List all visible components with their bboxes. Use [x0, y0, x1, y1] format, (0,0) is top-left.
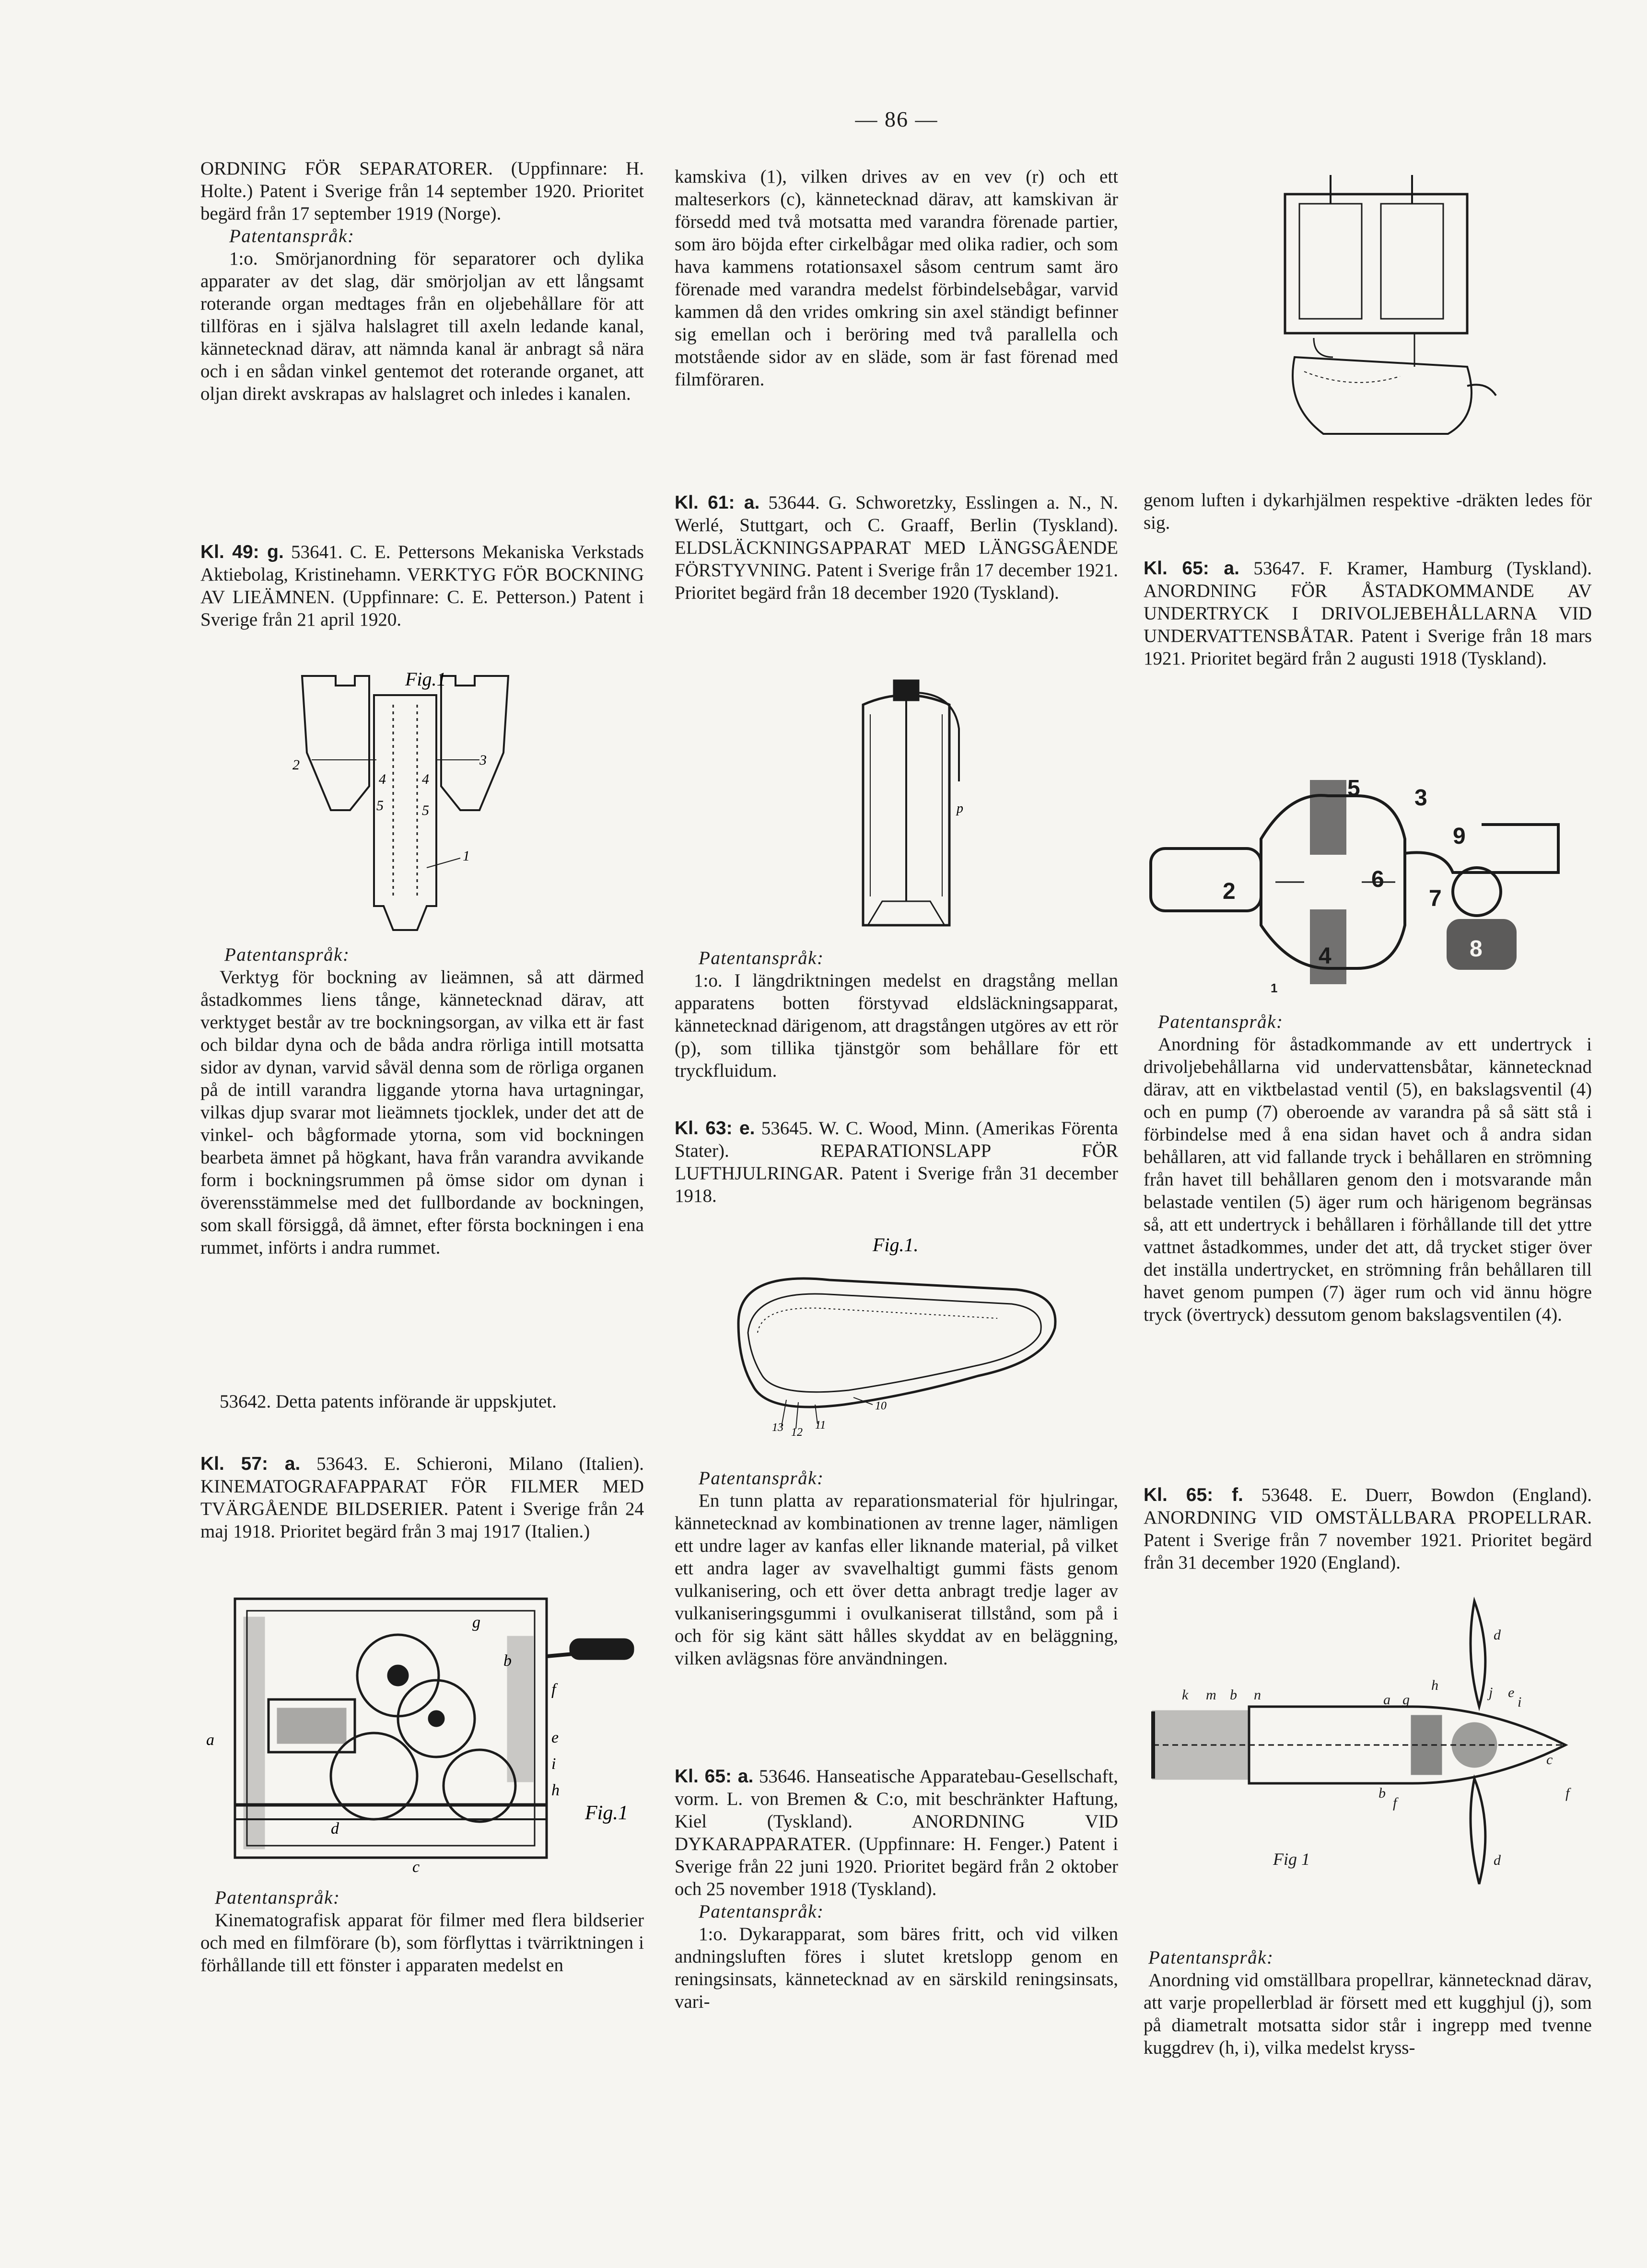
repair-patch-figure [710, 1232, 1084, 1438]
fig-label: 4 [379, 771, 386, 787]
col1-entry2-claims [200, 943, 644, 1259]
undertryck-figure [1146, 767, 1587, 997]
col3-entry3-claims [1144, 1946, 1592, 2059]
fig-label: 3 [479, 752, 487, 768]
col3-entry1-cont [1144, 489, 1592, 534]
claims-heading: Patentanspråk: [229, 226, 355, 246]
propeller-drawing [1144, 1596, 1592, 1942]
kinematograph-figure [206, 1580, 645, 1877]
fig-title: Fig.1 [405, 668, 446, 690]
extinguisher-figure [844, 666, 969, 935]
claim-text: Anordning vid omställbara propellrar, kännetecknad därav, att varje propellerblad är försett med ett kugghjul (j), som på diametralt motsatta sidor står i ingrepp med tvenne kuggdrev (h, i), vilka medelst kryss- [1144, 1970, 1592, 2058]
fig-label: i [551, 1755, 556, 1773]
col2-entry4 [675, 1765, 1118, 2013]
col1-entry1 [200, 157, 644, 405]
fig-label: 1 [1271, 981, 1278, 995]
fig-label: b [1230, 1687, 1237, 1703]
fig-label: e [551, 1729, 559, 1746]
claims-heading: Patentanspråk: [699, 1901, 824, 1922]
claim-text: En tunn platta av reparationsmaterial för hjulringar, kännetecknad av kombinationen av trenne lager, nämligen ett undre lager av kanfas eller liknande material, på vilket ett andra lager av svavelhaltigt gummi fästs genom vulkanisering, och ett över detta anbragt tredje lager av vulkaniseringsgummi i ovulkaniserat tillstånd, som på i och för sig känt sätt hålles skyddat av en beläggning, vilken avlägsnas före användningen. [675, 1490, 1118, 1669]
entry-text: 53642. Detta patents införande är uppskjutet. [220, 1391, 557, 1412]
fig-label: h [551, 1781, 560, 1799]
col3-entry2-claims [1144, 1011, 1592, 1326]
claim-text: 1:o. Dykarapparat, som bäres fritt, och vid vilken andningsluften föres i slutet kretslopp genom en reningsinsats, kännetecknad av en särskild reningsinsats, vari- [675, 1924, 1118, 2012]
entry-text: 53644. G. Schworetzky, Esslingen a. N., N. Werlé, Stuttgart, och C. Graaff, Berlin (Tyskland). ELDSLÄCKNINGSAPPARAT MED LÄNGSGÅENDE FÖRSTYVNING. Patent i Sverige från 17 december 1921. Prioritet begärd från 18 december 1920 (Tyskland). [675, 492, 1119, 603]
fig-label: g [1402, 1692, 1410, 1708]
fig-label: f [551, 1681, 556, 1698]
fig-label: 12 [791, 1426, 803, 1438]
claim-text: Anordning för åstadkommande av ett undertryck i drivoljebehållarna vid undervattensbåtar, kännetecknad därav, att en viktbelastad ventil (5), en bakslagsventil (4) och en pump (7) oberoende av varandra på så sätt stå i förbindelse med å ena sidan havet och å andra sidan behållaren, att vid fallande tryck i behållaren en strömning från havet till behållaren genom den i motsvarande mån belastade ventilen (5) äger rum och härigenom begränsas så, att ett undertryck i behållaren i förhållande till det yttre vattnet åstadkommes, under det att, då trycket stiger över det inställa undertrycket, en strömning från behållaren till havet genom pumpen (7) äger rum och vid ännu högre tryck (övertryck) dessutom genom bakslagsventilen (4). [1144, 1034, 1592, 1325]
fig-label: 8 [1470, 936, 1483, 962]
fig-label: 3 [1414, 785, 1427, 811]
fig-label: 7 [1429, 886, 1442, 911]
fig-label: 9 [1453, 824, 1466, 849]
repair-patch-drawing [710, 1232, 1084, 1438]
fig-label: 5 [1347, 776, 1360, 801]
claims-heading: Patentanspråk: [1158, 1012, 1284, 1032]
fig-label: p [957, 801, 963, 816]
fig-label: 1 [463, 848, 470, 864]
class-label: Kl. 65: f. [1144, 1485, 1243, 1505]
diving-apparatus-drawing [1256, 165, 1506, 482]
class-label: Kl. 49: g. [200, 542, 284, 562]
scythe-tool-drawing [283, 666, 532, 935]
fig-label: 5 [422, 803, 429, 818]
fig-label: d [331, 1820, 339, 1838]
col2-entry1-cont [675, 165, 1118, 391]
fig-label: c [412, 1858, 420, 1876]
fig-label: 13 [772, 1421, 783, 1434]
claim-text: Verktyg för bockning av lieämnen, så att därmed åstadkommes liens tånge, kännetecknad därav, att verktyget består av tre bockningsorgan, av vilka ett är fast och bildar dyna och de båda andra rörliga intill motsatta sidor av dynan, varvid såväl denna som de rörliga organen på de intill varandra liggande ytorna hava urtagningar, vilkas djup svarar mot lieämnets tjocklek, under det att de vinkel- och bågformade ytorna, som vid bockningen bearbeta ämnet på högkant, hava från varandra avvikande form i bockningsrummen på ömse sidor om dynan i överensstämmelse med det fullbordande av bockningen, som skall försiggå, då ämnet, efter första bockningen i ena rummet, införts i andra rummet. [200, 967, 644, 1258]
claims-heading: Patentanspråk: [699, 1468, 824, 1489]
propeller-figure [1144, 1596, 1592, 1942]
claims-heading: Patentanspråk: [699, 948, 824, 968]
fig-title: Fig.1. [873, 1234, 919, 1256]
fig-label: m [1206, 1687, 1216, 1703]
fig-label: i [1518, 1694, 1522, 1710]
fig-label: f [1393, 1795, 1397, 1811]
fig-label: 10 [875, 1400, 887, 1412]
claim-text: genom luften i dykarhjälmen respektive -dräkten ledes för sig. [1144, 490, 1592, 533]
entry-text: 53646. Hanseatische Apparatebau-Gesellschaft, vorm. L. von Bremen & C:o, mit beschränkter Haftung, Kiel (Tyskland). ANORDNING VID DYKARAPPARATER. (Uppfinnare: H. Fenger.) Patent i Sverige från 22 juni 1920. Prioritet begärd från 2 oktober och 25 november 1918 (Tyskland). [675, 1766, 1118, 1899]
fig-title: Fig.1 [585, 1802, 628, 1824]
col1-entry3 [200, 1390, 644, 1413]
fig-label: f [1565, 1785, 1570, 1801]
col2-entry2-header [675, 491, 1118, 604]
fig-label: h [1431, 1677, 1438, 1693]
fig-label: a [1383, 1692, 1390, 1708]
claims-heading: Patentanspråk: [1148, 1947, 1274, 1968]
class-label: Kl. 63: e. [675, 1118, 755, 1139]
fig-label: b [1378, 1785, 1386, 1801]
entry-text: 53641. C. E. Pettersons Mekaniska Verkstads Aktiebolag, Kristinehamn. VERKTYG FÖR BOCKNING AV LIEÄMNEN. (Uppfinnare: C. E. Petterson.) Patent i Sverige från 21 april 1920. [200, 542, 644, 630]
diving-apparatus-figure [1256, 165, 1506, 482]
col2-entry2-claims [675, 947, 1118, 1082]
fig-label: k [1182, 1687, 1189, 1703]
fig-label: n [1254, 1687, 1261, 1703]
fig-label: d [1494, 1627, 1501, 1643]
fig-label: j [1489, 1685, 1493, 1700]
entry-text: ORDNING FÖR SEPARATORER. (Uppfinnare: H. Holte.) Patent i Sverige från 14 september 1920. Prioritet begärd från 17 september 1919 (Norge). [200, 158, 644, 224]
entry-text: 53647. F. Kramer, Hamburg (Tyskland). ANORDNING FÖR ÅSTADKOMMANDE AV UNDERTRYCK I DRIVOLJEBEHÅLLARNA VID UNDERVATTENSBÅTAR. Patent i Sverige från 18 mars 1921. Prioritet begärd från 2 augusti 1918 (Tyskland). [1144, 558, 1592, 669]
fig-label: c [1546, 1752, 1553, 1768]
class-label: Kl. 61: a. [675, 492, 760, 513]
fig-label: 4 [1319, 943, 1332, 969]
fig-label: e [1508, 1685, 1515, 1700]
entry-text: 53645. W. C. Wood, Minn. (Amerikas Förenta Stater). REPARATIONSLAPP FÖR LUFTHJULRINGAR. Patent i Sverige från 31 december 1918. [675, 1118, 1118, 1206]
col2-entry3-header [675, 1117, 1118, 1207]
extinguisher-drawing [844, 666, 969, 935]
col3-entry2-header [1144, 557, 1592, 670]
claims-heading: Patentanspråk: [224, 944, 350, 965]
col2-entry3-claims [675, 1467, 1118, 1670]
entry-text: 53648. E. Duerr, Bowdon (England). ANORDNING VID OMSTÄLLBARA PROPELLRAR. Patent i Sverige från 7 november 1921. Prioritet begärd från 31 december 1920 (England). [1144, 1485, 1592, 1573]
fig-label: 11 [815, 1419, 826, 1431]
fig-label: a [206, 1731, 214, 1749]
fig-title: Fig 1 [1273, 1849, 1310, 1869]
claim-text: Kinematografisk apparat för filmer med flera bildserier och med en filmförare (b), som förflyttas i tvärriktningen i förhållande till ett fönster i apparaten medelst en [200, 1910, 644, 1976]
fig-label: d [1494, 1852, 1501, 1868]
scythe-tool-figure [283, 666, 532, 935]
fig-label: b [503, 1652, 512, 1670]
col3-entry3-header [1144, 1484, 1592, 1574]
claims-heading: Patentanspråk: [215, 1887, 340, 1908]
class-label: Kl. 57: a. [200, 1454, 301, 1474]
col1-entry4-claims [200, 1886, 644, 1977]
fig-label: 4 [422, 771, 429, 787]
fig-label: 2 [1223, 879, 1236, 904]
fig-label: 5 [376, 798, 384, 814]
undertryck-drawing [1146, 767, 1587, 997]
entry-text: 53643. E. Schieroni, Milano (Italien). KINEMATOGRAFAPPARAT FÖR FILMER MED TVÄRGÅENDE BILDSERIER. Patent i Sverige från 24 maj 1918. Prioritet begärd från 3 maj 1917 (Italien.) [200, 1454, 644, 1542]
kinematograph-drawing [206, 1580, 645, 1877]
col1-entry2-header [200, 541, 644, 631]
fig-label: 6 [1371, 867, 1384, 892]
page-number: — 86 — [855, 107, 938, 131]
col1-entry4-header [200, 1453, 644, 1543]
claim-text: 1:o. I längdriktningen medelst en dragstång mellan apparatens botten förstyvad eldsläckningsapparat, kännetecknad därigenom, att dragstången utgöres av ett rör (p), som tillika tjänstgör som behållare för ett tryckfluidum. [675, 970, 1118, 1081]
claim-text: 1:o. Smörjanordning för separatorer och dylika apparater av det slag, där smörjoljan av ett långsamt roterande organ medtages från en oljebehållare för att tillföras en i själva halslagret till axeln ledande kanal, kännetecknad därav, att nämnda kanal är anbragt så nära och i en sådan vinkel gentemot det roterande organet, att oljan direkt avskrapas av halslagret och inledes i kanalen. [200, 248, 644, 404]
fig-label: g [472, 1614, 480, 1631]
fig-label: 2 [292, 757, 300, 773]
claim-text: kamskiva (1), vilken drives av en vev (r) och ett malteserkors (c), kännetecknad därav, att kamskivan är försedd med två motsatta med varandra förenade partier, som äro böjda efter cirkelbågar med olika radier, och som hava kammens rotationsaxel såsom centrum samt äro förenade med varandra medelst förbindelsebågar, varvid kammen då den vrides omkring sin axel ständigt befinner sig emellan och i beröring med två parallella och motstående sidor av en släde, som är fast förenad med filmföraren. [675, 166, 1118, 390]
class-label: Kl. 65: a. [675, 1766, 754, 1787]
class-label: Kl. 65: a. [1144, 558, 1239, 579]
